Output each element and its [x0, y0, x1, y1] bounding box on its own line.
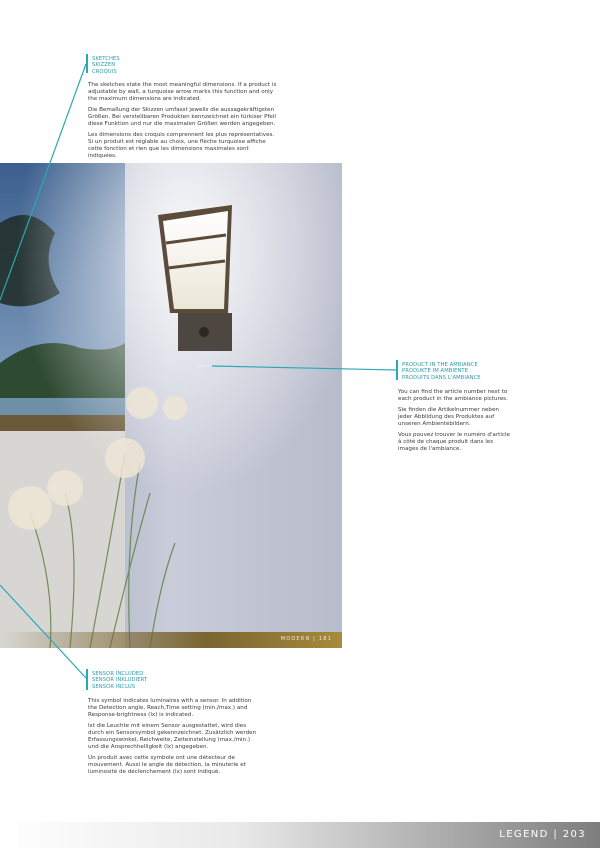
sensor-heading-fr: SENSOR INCLUS: [92, 683, 136, 690]
sensor-paragraph-en: This symbol indicates luminaires with a sensor. In addition the Detection angle, Reach,Time setting (min./max.) and Response-brightness (lx) is indicated.: [88, 698, 252, 718]
ambiance-headings: [402, 362, 481, 381]
article-number: 96017: [198, 364, 210, 368]
sketches-paragraph-en: The sketches state the most meaningful dimensions. If a product is adjustable by wall, a turquoise arrow marks this function and only the maximum dimensions are indicated.: [88, 82, 277, 102]
sensor-paragraph-de: Ist die Leuchte mit einem Sensor ausgestattet, wird dies durch ein Sensorsymbol gekennzeichnet. Zusätzlich werden Erfassungswinkel, Reichweite, Zeiteinstellung (max./min.) und die Ansprechhelligkeit (lx) angegeben.: [88, 723, 257, 750]
ambiance-paragraph-de: Sie finden die Artikelnummer neben jeder Abbildung des Produktes auf unseren Ambientebildern.: [398, 407, 499, 427]
ambiance-marker-bar: [396, 360, 398, 380]
ambiance-heading-fr: PRODUITS DANS L'AMBIANCE: [402, 374, 481, 381]
sensor-paragraph-fr: Un produit avec cette symbole ont une détecteur de mouvement. Aussi le angle de détection, la minuterie et luminosité de déclenchement (lx) sont indiqué.: [88, 755, 246, 775]
footer-band: [0, 822, 600, 848]
sensor-pointer-line: [0, 585, 86, 678]
sketches-heading-de: SKIZZEN: [92, 62, 116, 69]
ambiance-text: [398, 389, 510, 457]
sketches-heading-en: SKETCHES: [92, 56, 120, 62]
ambiance-heading-de: PRODUKTE IM AMBIENTE: [402, 368, 469, 375]
sensor-marker-bar: [86, 669, 88, 690]
ambiance-paragraph-fr: Vous pouvez trouver le numéro d'article à côté de chaque produit dans les images de l'ambiance.: [398, 432, 510, 452]
sketches-heading-fr: CROQUIS: [92, 68, 117, 75]
ambiance-caption: MODERN | 181: [280, 636, 332, 642]
sensor-heading-de: SENSOR INKLUDIERT: [92, 677, 148, 684]
sensor-heading-en: SENSOR INCLUDED: [92, 671, 144, 677]
footer-page-label: LEGEND | 203: [499, 829, 586, 840]
sketches-paragraph-de: Die Bemaßung der Skizzen umfasst jeweils die aussagekräftigsten Größen. Bei verstellbaren Produkten kennzeichnet ein türkiser Pfeil diese Funktion und nur die maximalen Größen werden angegeben.: [88, 107, 276, 127]
sketches-pointer-line: [0, 64, 86, 300]
ambiance-paragraph-en: You can find the article number next to each product in the ambiance pictures.: [398, 389, 508, 402]
sensor-text: [88, 698, 260, 780]
sensor-headings: [92, 671, 147, 690]
sketches-paragraph-fr: Les dimensions des croquis comprennent les plus représentatives. Si un produit est réglable au choix, une flèche turquoise affiche cette fonction et rien que les dimensions maximales sont indiquées.: [88, 132, 275, 159]
ambiance-pointer-line: [212, 366, 396, 370]
ambiance-heading-en: PRODUCT IN THE AMBIANCE: [402, 362, 478, 368]
